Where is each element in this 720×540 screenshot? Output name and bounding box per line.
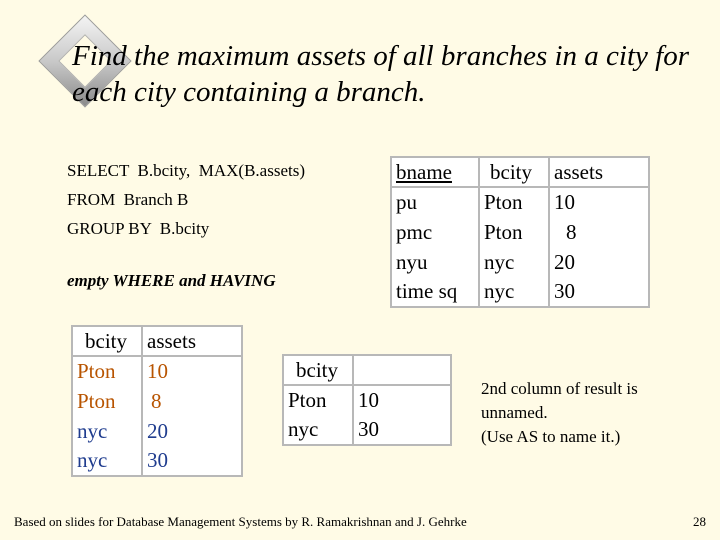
header-unnamed (353, 355, 451, 385)
table-header-row (72, 326, 242, 356)
header-bcity: bcity (283, 355, 353, 385)
table-row (72, 416, 242, 446)
cell: 20 (554, 249, 575, 274)
sql-line-from: FROM Branch B (67, 190, 189, 209)
table-row (72, 356, 242, 386)
table-row (283, 415, 451, 445)
slide-title: Find the maximum assets of all branches in a city for each city containing a branch. (72, 40, 689, 108)
result-note-line: 2nd column of result is (481, 379, 638, 398)
table-row (391, 277, 649, 307)
grouped-table (71, 325, 243, 477)
cell: 30 (358, 417, 379, 441)
cell: 10 (147, 359, 168, 383)
table-header-row (391, 157, 649, 187)
header-bname: bname (391, 157, 479, 187)
footer-credit: Based on slides for Database Management Systems by R. Ramakrishnan and J. Gehrke (14, 514, 467, 529)
cell: Pton (72, 386, 142, 416)
sql-line-groupby: GROUP BY B.bcity (67, 219, 210, 238)
cell: pu (391, 187, 479, 217)
header-bcity: bcity (72, 326, 142, 356)
table-row (391, 187, 649, 217)
cell: nyu (391, 247, 479, 277)
cell: nyc (479, 277, 549, 307)
cell: nyc (283, 415, 353, 445)
cell: 8 (566, 219, 577, 244)
header-assets: assets (142, 326, 242, 356)
cell: 10 (554, 190, 575, 214)
cell: pmc (391, 217, 479, 247)
cell: nyc (479, 247, 549, 277)
result-table (282, 354, 452, 446)
result-note (481, 377, 691, 449)
cell: 20 (147, 418, 168, 443)
cell: Pton (72, 356, 142, 386)
header-bcity: bcity (479, 157, 549, 187)
sql-line-select: SELECT B.bcity, MAX(B.assets) (67, 161, 305, 180)
cell: nyc (72, 446, 142, 476)
cell: Pton (283, 385, 353, 415)
cell: Pton (479, 217, 549, 247)
result-note-line: (Use AS to name it.) (481, 427, 621, 446)
sql-query (67, 156, 305, 243)
table-row (72, 386, 242, 416)
result-note-line: unnamed. (481, 403, 548, 422)
table-row (283, 385, 451, 415)
table-row (72, 446, 242, 476)
cell: time sq (391, 277, 479, 307)
cell: 30 (147, 448, 168, 472)
table-header-row (283, 355, 451, 385)
table-row (391, 247, 649, 277)
branch-table (390, 156, 650, 308)
cell: nyc (72, 416, 142, 446)
cell: 30 (554, 279, 575, 303)
empty-clauses-note: empty WHERE and HAVING (67, 271, 276, 290)
cell: Pton (479, 187, 549, 217)
page-number: 28 (693, 514, 706, 529)
table-row (391, 217, 649, 247)
cell: 10 (358, 388, 379, 412)
header-assets: assets (549, 157, 649, 187)
cell: 8 (151, 388, 162, 413)
